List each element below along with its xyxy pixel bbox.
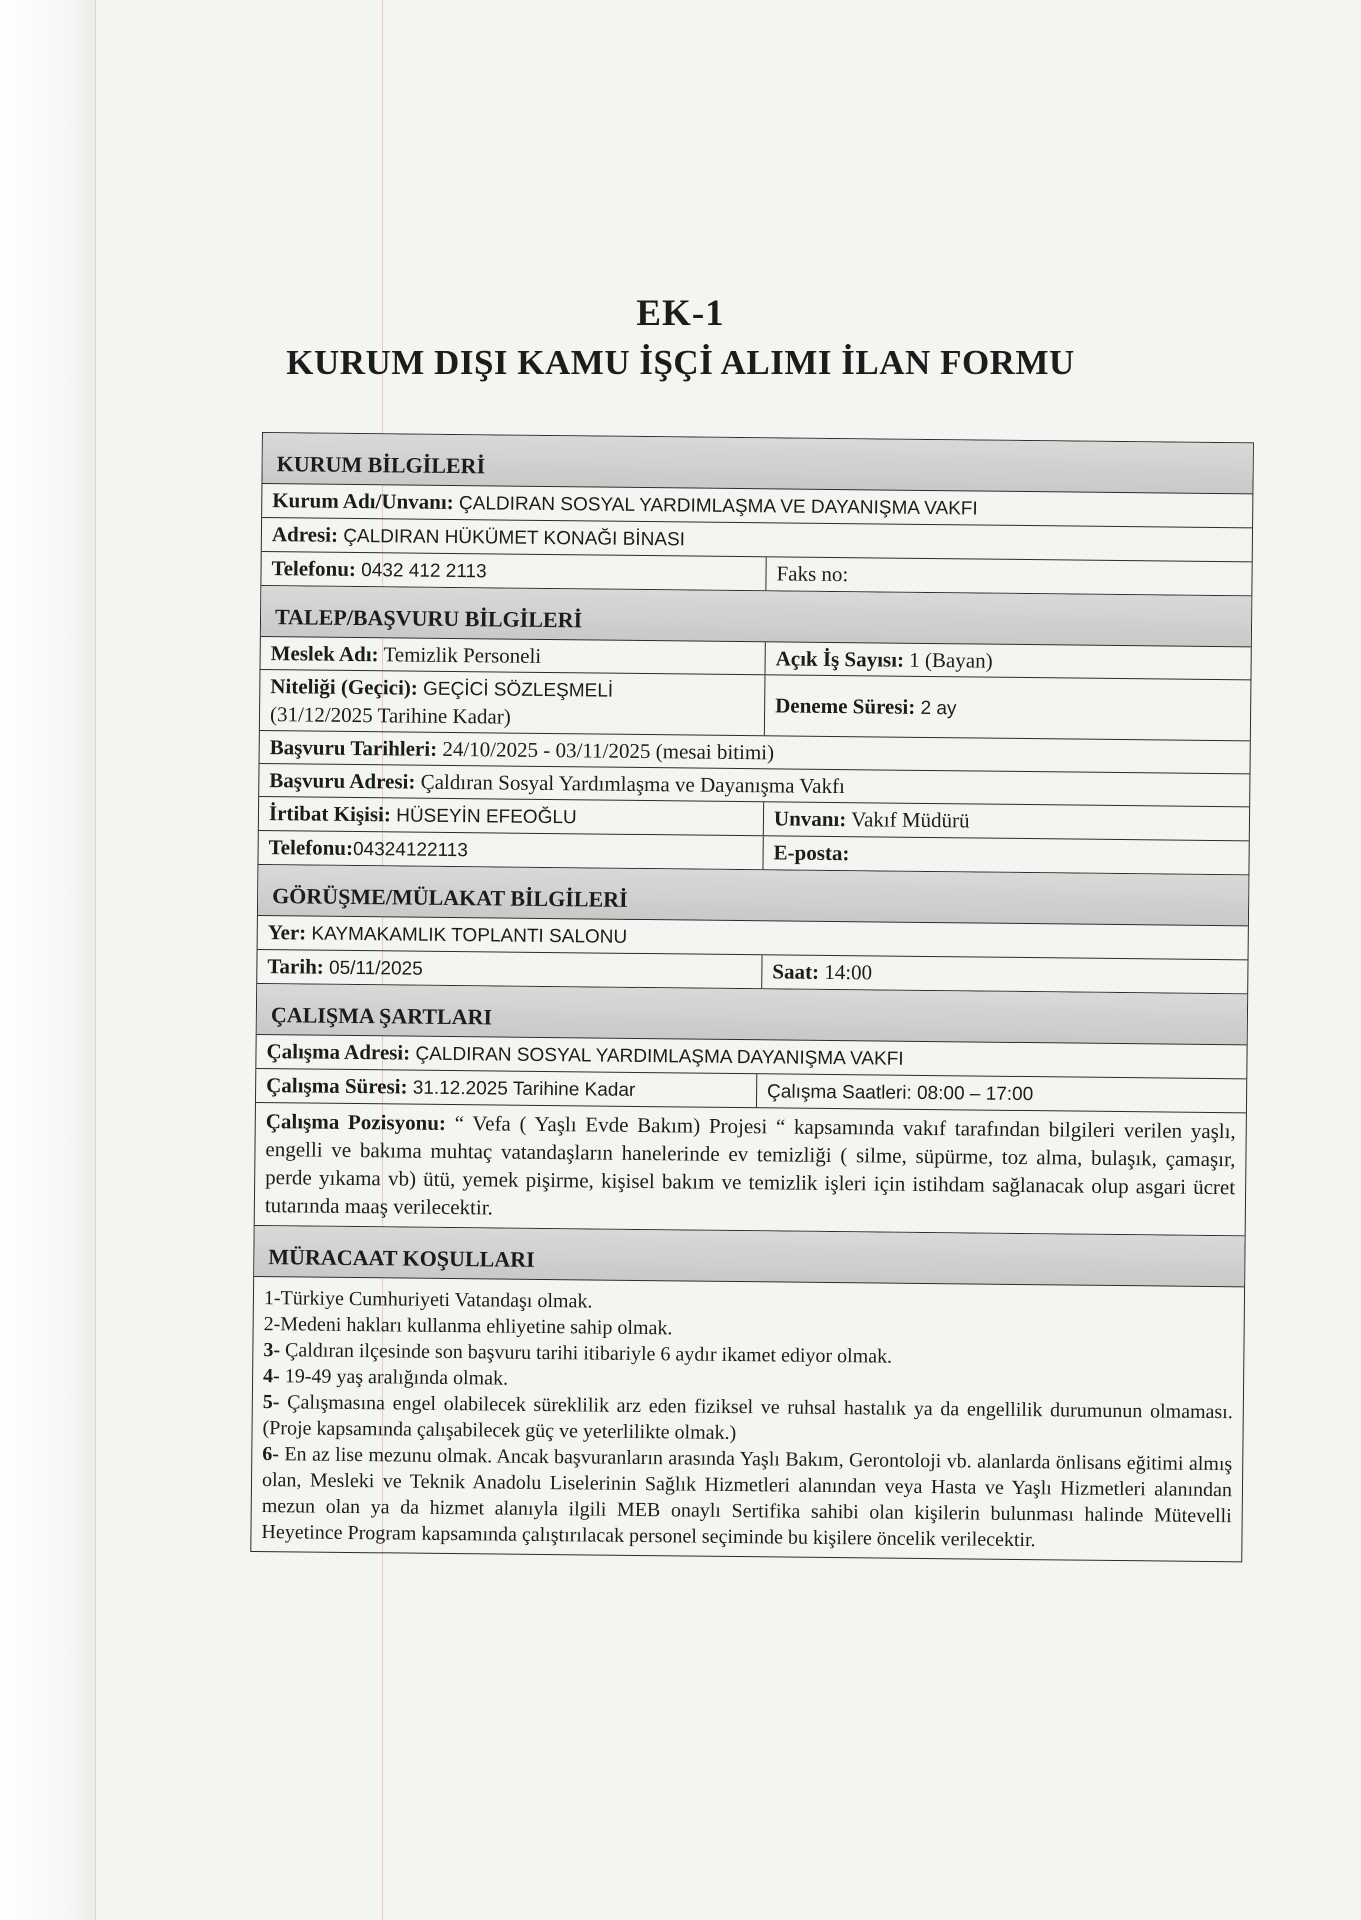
form-title: KURUM DIŞI KAMU İŞÇİ ALIMI İLAN FORMU xyxy=(286,343,1075,382)
kurum-phone-label: Telefonu: xyxy=(271,556,357,581)
calisma-saat-label: Çalışma Saatleri: xyxy=(767,1081,912,1104)
gorusme-yer-label: Yer: xyxy=(267,920,307,945)
deneme-value: 2 ay xyxy=(920,697,957,719)
kurum-phone-value: 0432 412 2113 xyxy=(361,560,487,583)
kurum-name-label: Kurum Adı/Unvanı: xyxy=(272,488,454,515)
row-calisma-pozisyon xyxy=(255,1103,1246,1236)
basvuru-tarih-label: Başvuru Tarihleri: xyxy=(269,735,438,761)
calisma-sure-label: Çalışma Süresi: xyxy=(266,1073,408,1099)
section-gorusme-header: GÖRÜŞME/MÜLAKAT BİLGİLERİ xyxy=(258,865,1248,926)
muracaat-item-text: Türkiye Cumhuriyeti Vatandaşı olmak. xyxy=(280,1287,593,1313)
muracaat-item-num: 1- xyxy=(263,1287,281,1310)
gorusme-saat-label: Saat: xyxy=(772,959,820,984)
row-muracaat-items xyxy=(251,1277,1244,1561)
muracaat-item-text: Çalışmasına engel olabilecek süreklilik arz eden fiziksel ve ruhsal hastalık ya da engellilik durumunun olmaması. (Proje kapsamında çalışabilecek güç ve yeterlilikte olmak.) xyxy=(262,1391,1233,1445)
muracaat-item-text: Medeni hakları kullanma ehliyetine sahip olmak. xyxy=(280,1313,673,1340)
section-talep-header: TALEP/BAŞVURU BİLGİLERİ xyxy=(261,586,1251,647)
niteligi-value: GEÇİCİ SÖZLEŞMELİ xyxy=(422,678,614,702)
muracaat-item-num: 4- xyxy=(262,1365,280,1388)
calisma-sure-value: 31.12.2025 Tarihine Kadar xyxy=(412,1077,636,1101)
kurum-name-value: ÇALDIRAN SOSYAL YARDIMLAŞMA VE DAYANIŞMA VAKFI xyxy=(458,493,978,520)
kurum-fax-label: Faks no: xyxy=(776,561,849,587)
muracaat-item-num: 5- xyxy=(262,1391,280,1414)
deneme-label: Deneme Süresi: xyxy=(775,692,916,719)
muracaat-list xyxy=(251,1277,1244,1561)
acik-is-label: Açık İş Sayısı: xyxy=(775,646,905,672)
meslek-label: Meslek Adı: xyxy=(270,641,379,667)
kurum-address-label: Adresi: xyxy=(271,522,339,547)
gorusme-tarih-label: Tarih: xyxy=(267,954,324,979)
section-calisma-header: ÇALIŞMA ŞARTLARI xyxy=(257,984,1247,1045)
acik-is-value: 1 (Bayan) xyxy=(909,647,993,673)
muracaat-item-num: 3- xyxy=(263,1339,281,1362)
unvan-value: Vakıf Müdürü xyxy=(851,807,970,833)
eposta-label: E-posta: xyxy=(773,840,850,866)
basvuru-tarih-value: 24/10/2025 - 03/11/2025 xyxy=(442,736,651,764)
muracaat-item-text: Çaldıran ilçesinde son başvuru tarihi itibariyle 6 aydır ikamet ediyor olmak. xyxy=(279,1339,893,1368)
unvan-label: Unvanı: xyxy=(773,806,847,832)
muracaat-item-text: En az lise mezunu olmak. Ancak başvuranların arasında Yaşlı Bakım, Gerontoloji vb. alanlarda önlisans eğitimi almış olan, Mesleki ve Teknik Anadolu Liselerinin Sağlık Hizmetleri alanından veya Hasta ve Yaşlı Hizmetleri alanından mezun olan ya da hizmet alanıyla ilgili MEB onaylı Sertifika sahibi olan kişilerin bulunması halinde Mütevelli Heyetince Program kapsamında çalıştırılacak personel seçiminde bu kişilere öncelik verilecektir. xyxy=(261,1443,1233,1552)
muracaat-item-num: 2- xyxy=(263,1313,281,1336)
announcement-form xyxy=(250,432,1254,1562)
irtibat-value: HÜSEYİN EFEOĞLU xyxy=(396,805,577,829)
talep-phone-value: 04324122113 xyxy=(352,838,468,862)
niteligi-label: Niteliği (Geçici): xyxy=(270,674,418,700)
muracaat-item xyxy=(261,1441,1232,1555)
annex-label: EK-1 xyxy=(636,293,725,334)
calisma-pozisyon-value: “ Vefa ( Yaşlı Evde Bakım) Projesi “ kapsamında vakıf tarafından bilgileri verilen yaşlı, engelli ve bakıma muhtaç vatandaşların hanelerinde ev temizliği ( silme, süpürme, toz alma, bulaşık, çamaşır, perde yıkama vb) ütü, yemek pişirme, kişisel bakım ve temizlik işleri için istihdam sağlanacak olup asgari ücret tutarında maaş verilecektir. xyxy=(264,1111,1236,1220)
calisma-pozisyon-label: Çalışma Pozisyonu: xyxy=(265,1109,447,1135)
calisma-adres-label: Çalışma Adresi: xyxy=(266,1039,411,1065)
talep-phone-label: Telefonu: xyxy=(268,835,354,860)
gorusme-yer-value: KAYMAKAMLIK TOPLANTI SALONU xyxy=(311,923,628,948)
gorusme-tarih-value: 05/11/2025 xyxy=(328,957,423,980)
calisma-saat-value: 08:00 – 17:00 xyxy=(916,1082,1034,1106)
niteligi-value-date: (31/12/2025 Tarihine Kadar) xyxy=(269,702,511,729)
section-kurum-header: KURUM BİLGİLERİ xyxy=(262,433,1252,494)
basvuru-tarih-note: (mesai bitimi) xyxy=(655,739,775,765)
irtibat-label: İrtibat Kişisi: xyxy=(268,801,392,827)
muracaat-item-text: 19-49 yaş aralığında olmak. xyxy=(279,1365,509,1390)
scan-page-edge xyxy=(0,0,96,1920)
row-niteligi xyxy=(260,670,1251,741)
meslek-value: Temizlik Personeli xyxy=(383,642,542,668)
section-muracaat-header: MÜRACAAT KOŞULLARI xyxy=(254,1226,1244,1287)
basvuru-adres-value: Çaldıran Sosyal Yardımlaşma ve Dayanışma Vakfı xyxy=(420,769,845,799)
kurum-address-value: ÇALDIRAN HÜKÜMET KONAĞI BİNASI xyxy=(343,525,686,551)
basvuru-adres-label: Başvuru Adresi: xyxy=(269,768,416,794)
calisma-adres-value: ÇALDIRAN SOSYAL YARDIMLAŞMA DAYANIŞMA VAKFI xyxy=(415,1043,904,1070)
muracaat-item-num: 6- xyxy=(262,1443,280,1466)
gorusme-saat-value: 14:00 xyxy=(824,959,873,985)
